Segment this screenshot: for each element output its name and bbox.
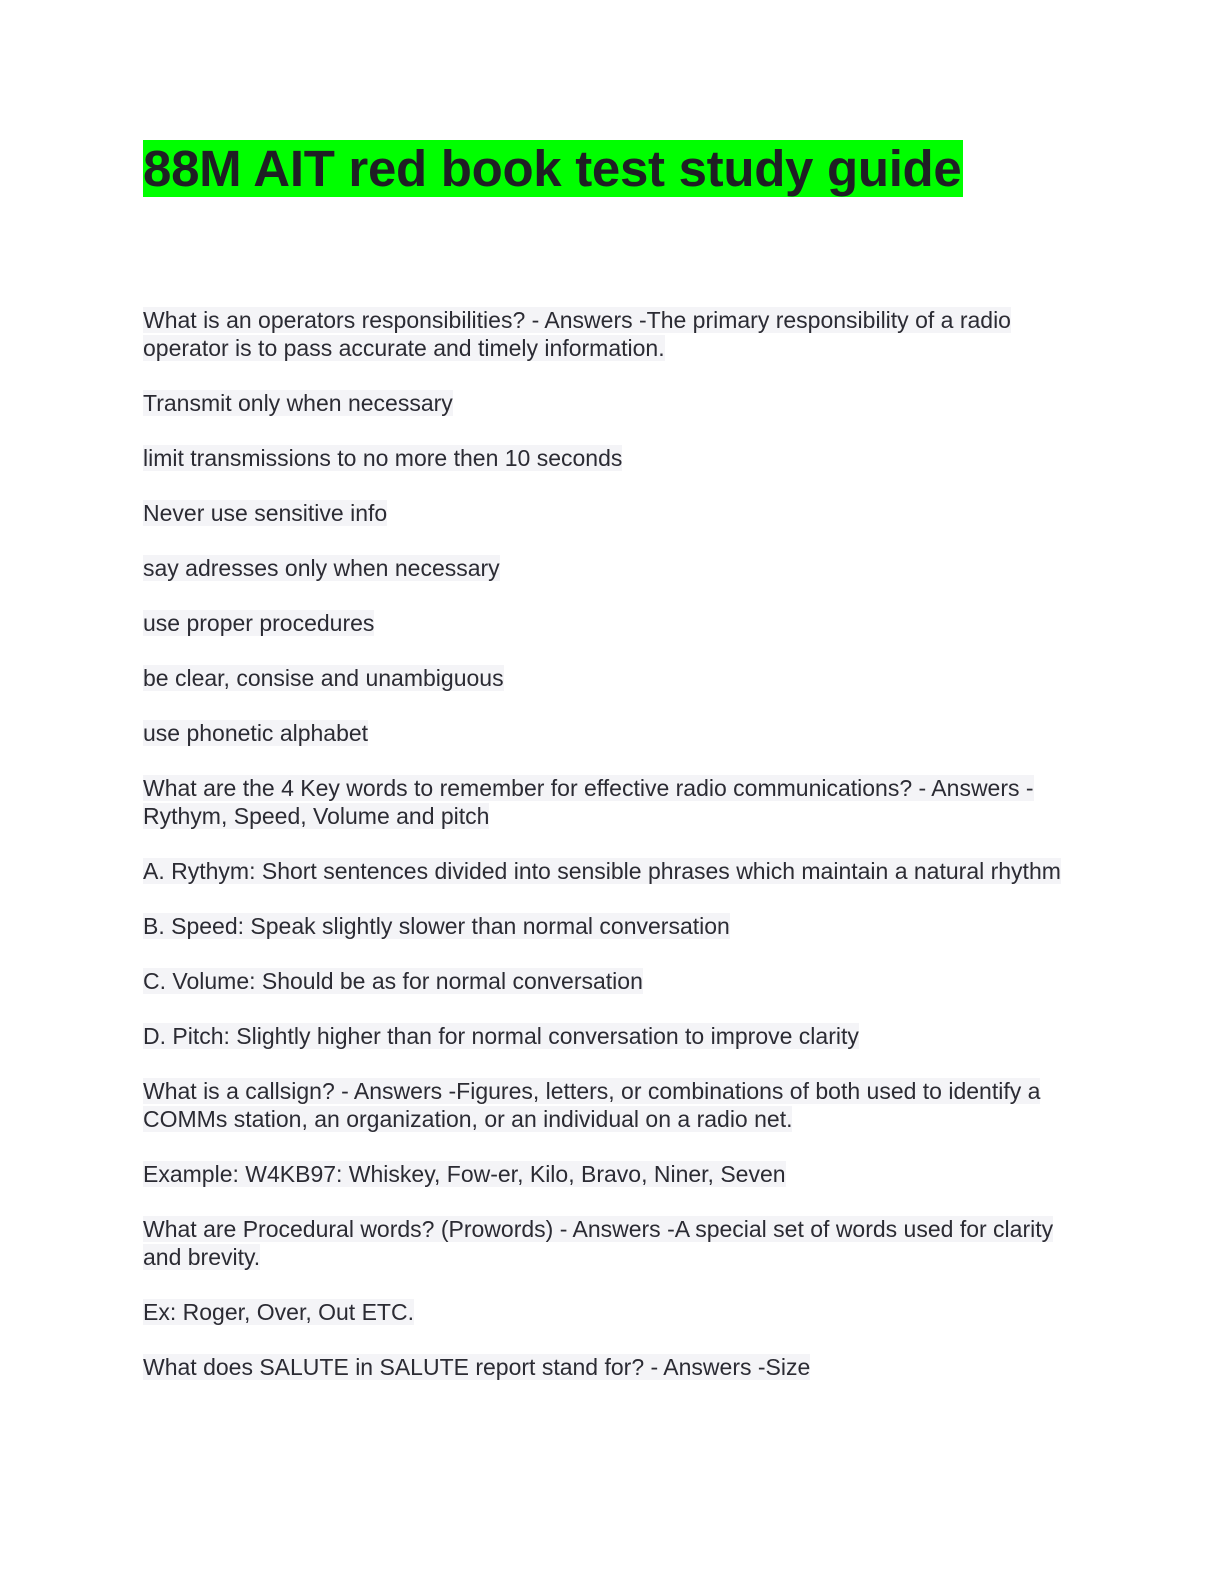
list-item: [143, 967, 1083, 995]
list-item: [143, 664, 1083, 692]
list-item: [143, 499, 1083, 527]
paragraph-prowords: [143, 1215, 1083, 1271]
paragraph-text: D. Pitch: Slightly higher than for normal conversation to improve clarity: [143, 1023, 859, 1049]
paragraph-salute: [143, 1353, 1083, 1381]
paragraph-text: limit transmissions to no more then 10 seconds: [143, 445, 623, 471]
paragraph-text: What is an operators responsibilities? - Answers -The primary responsibility of a radio operator is to pass accurate and timely information.: [143, 307, 1011, 361]
list-item: [143, 719, 1083, 747]
document-title: [143, 140, 963, 198]
paragraph-text: say adresses only when necessary: [143, 555, 500, 581]
paragraph-text: B. Speed: Speak slightly slower than normal conversation: [143, 913, 730, 939]
paragraph-callsign: [143, 1077, 1083, 1133]
list-item: [143, 554, 1083, 582]
paragraph-text: be clear, consise and unambiguous: [143, 665, 504, 691]
list-item: [143, 609, 1083, 637]
list-item: [143, 912, 1083, 940]
paragraph-text: C. Volume: Should be as for normal conversation: [143, 968, 643, 994]
paragraph-text: A. Rythym: Short sentences divided into sensible phrases which maintain a natural rhythm: [143, 858, 1061, 884]
paragraph-text: What does SALUTE in SALUTE report stand for? - Answers -Size: [143, 1354, 811, 1380]
paragraph-text: use proper procedures: [143, 610, 375, 636]
document-title-text: 88M AIT red book test study guide: [143, 140, 962, 197]
paragraph-text: use phonetic alphabet: [143, 720, 369, 746]
list-item: [143, 389, 1083, 417]
list-item: [143, 1298, 1083, 1326]
list-item: [143, 1160, 1083, 1188]
paragraph-operator-responsibilities: [143, 306, 1083, 362]
paragraph-text: Transmit only when necessary: [143, 390, 453, 416]
paragraph-text: Never use sensitive info: [143, 500, 388, 526]
list-item: [143, 444, 1083, 472]
list-item: [143, 1022, 1083, 1050]
paragraph-text: What are the 4 Key words to remember for effective radio communications? - Answers - Rythym, Speed, Volume and pitch: [143, 775, 1034, 829]
paragraph-key-words: [143, 774, 1083, 830]
paragraph-text: Example: W4KB97: Whiskey, Fow-er, Kilo, Bravo, Niner, Seven: [143, 1161, 786, 1187]
paragraph-text: Ex: Roger, Over, Out ETC.: [143, 1299, 414, 1325]
paragraph-text: What is a callsign? - Answers -Figures, letters, or combinations of both used to identify a COMMs station, an organization, or an individual on a radio net.: [143, 1078, 1041, 1132]
paragraph-text: What are Procedural words? (Prowords) - Answers -A special set of words used for clarity and brevity.: [143, 1216, 1054, 1270]
list-item: [143, 857, 1083, 885]
document-body: [143, 306, 1083, 1408]
